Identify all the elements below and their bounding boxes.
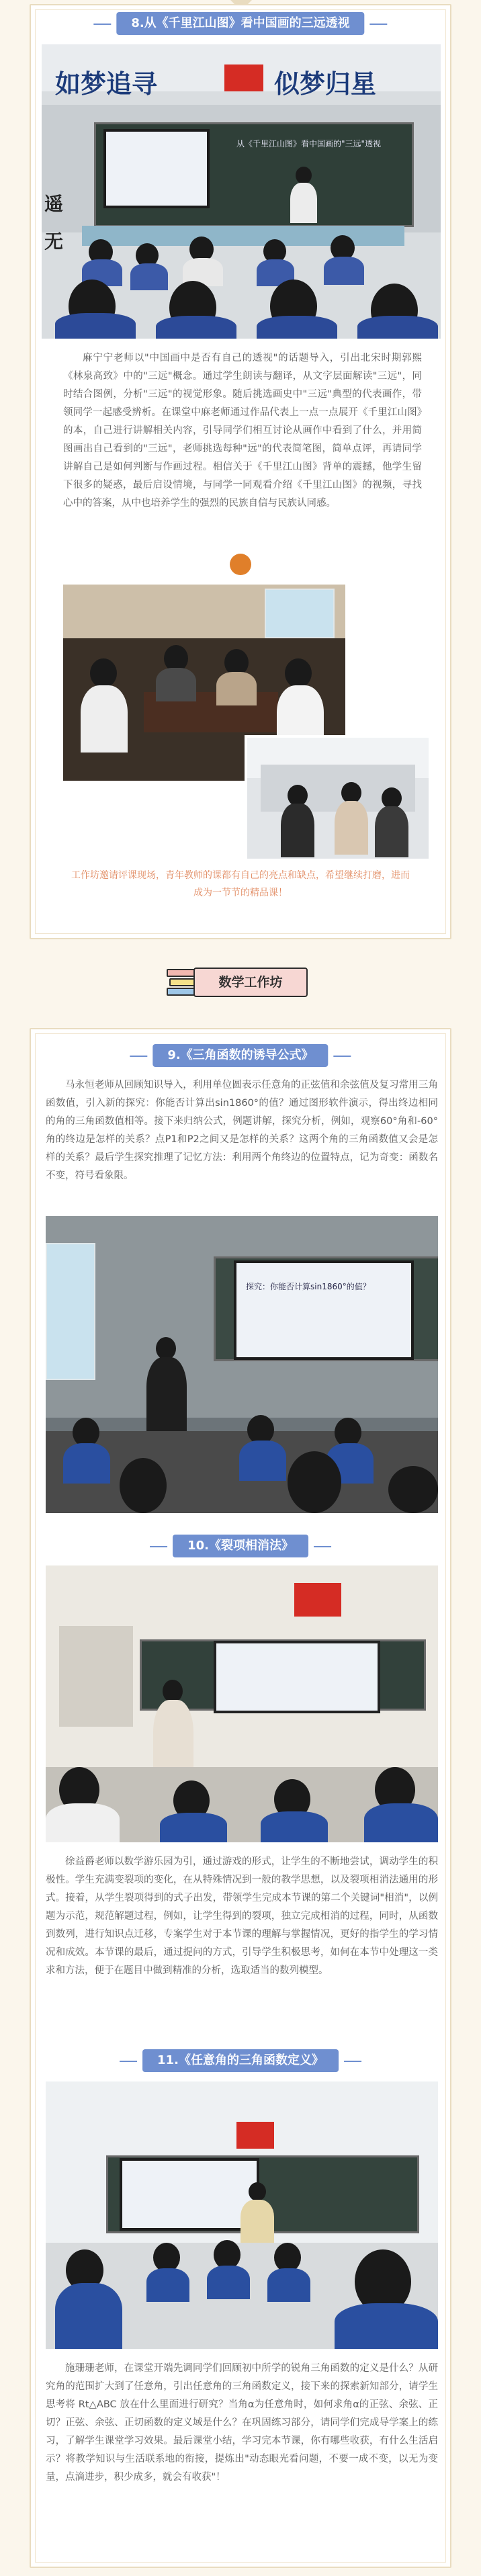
classroom-photo-11 [46,2081,438,2349]
teacher [290,167,317,223]
banner-left: 如梦追寻 [55,69,158,99]
side-text: 遥 无 [44,193,64,253]
classroom-photo-1 [42,44,441,339]
board-text: 从《千里江山图》看中国画的"三远"透视 [236,139,382,148]
projector-screen [103,129,210,208]
math-workshop-card [30,1028,451,2568]
section-10-paragraph: 徐益爵老师以数学游乐园为引，通过游戏的形式，让学生的不断地尝试，调动学生的积极性。学生充满变裂项的变化，在从特殊情况到一般的教学思想，以及裂项相消法通用的形式。接着，从学生裂项得到的式子出发，带领学生完成本节课的第二个关键词"相消"，以例题为示范，规范解题过程，例如，让学生得到的裂项，独立完成相消的过程，同时，从函数到数列，进行知识点迁移，专案学生对于本节课的理解与掌握情况，更好的指学生的学习情况和成效。本节课的最后，通过提问的方式，引导学生积极思考，如何在本节中处理这一类求和方法，便于在题目中做到精准的分析，选取适当的数列模型。 [46,1856,438,1976]
flag-icon [224,65,263,91]
evaluation-photo-2 [245,735,431,861]
banner-right: 似梦归星 [274,69,377,99]
teacher-10 [153,1680,193,1780]
teacher-11 [240,2182,274,2243]
section-9-title: 9.《三角函数的诱导公式》 [152,1044,328,1067]
workshop-label [167,962,314,1002]
orange-dot-icon [230,554,251,575]
teacher-9 [146,1337,187,1431]
classroom-photo-10 [46,1565,438,1842]
section-8-paragraph: 麻宁宁老师以"中国画中是否有自己的透视"的话题导入，引出北宋时期郭熙《林泉高致》中的"三远"概念。通过学生朗读与翻译，从文字层面解读"三远"，同时结合图例，分析"三远"的视觉形象。随后挑选画史中"三远"典型的代表画作，带领同学一起感受辨析。在课堂中麻老师通过作品代表上一点一点展开《千里江山图》的本，自己进行讲解相关内容，引导同学们相互讨论从画作中看到了什么，并用简图画出自己看到的"三远"，老师挑选每种"远"的代表简笔图，简单点评，再请同学讲解自己是如何判断与作画过程。相信关于《千里江山图》背单的震撼，他学生留下很多的疑惑，最后启设情境，与同学一同观看介绍《千里江山图》的视频，寻找心中的答案，从中也培养学生的强烈的民族自信与民族认同感。 [63,353,422,509]
flag-icon [294,1583,341,1617]
section-10-title: 10.《裂项相消法》 [173,1535,308,1557]
section-8-caption: 工作坊邀请评课现场，青年教师的课都有自己的亮点和缺点，希望继续打磨，进而成为一节节的精品课！ [71,870,410,898]
projector-screen-9 [234,1260,414,1360]
section-8-title: 8.从《千里江山图》看中国画的三远透视 [116,12,364,35]
section-11-paragraph: 施珊珊老师，在课堂开端先调同学们回顾初中所学的锐角三角函数的定义是什么？从研究角的范围扩大到了任意角，引出任意角的三角函数定义，接下来的探索新知部分，请学生思考将 Rt△ABC 放在什么里面进行研究？当角α为任意角时，如何求角α的正弦、余弦、正切？正弦、余弦、正切函数的定义域是什么？在巩固练习部分，请同学们完成导学案上的练习，了解学生课堂学习效果。最后课堂小结，学习完本节课，你有哪些收获，有什么生活启示？将教学知识与生活联系地的衔接，提炼出"动态眼光看问题，不要一成不变，以无为变量，点滴进步，积少成多，就会有收获"！ [46,2363,438,2483]
workshop-label-text: 数学工作坊 [218,975,283,990]
section-11-title: 11.《任意角的三角函数定义》 [142,2049,339,2072]
section-8-card [30,4,451,939]
section-9-paragraph: 马永恒老师从回顾知识导入，利用单位圆表示任意角的正弦值和余弦值及复习常用三角函数值，引入新的探究：你能否计算出sin1860°的值？通过图形软件演示，得出终边相同的角的三角函数值相等。接下来归纳公式，例题讲解，探究分析，例如，观察60°角和-60°角的终边是怎样的关系？点P1和P2之间又是怎样的关系？这两个角的三角函数值又会是怎样的关系？最后学生探究推理了记忆方法：利用两个角终边的位置特点，记为奇变：函数名不变，符号看象限。 [46,1080,438,1181]
flag-icon [236,2122,274,2149]
screen-text-9: 探究：你能否计算sin1860°的值？ [246,1282,371,1291]
students [42,232,441,339]
classroom-photo-9 [46,1216,438,1513]
